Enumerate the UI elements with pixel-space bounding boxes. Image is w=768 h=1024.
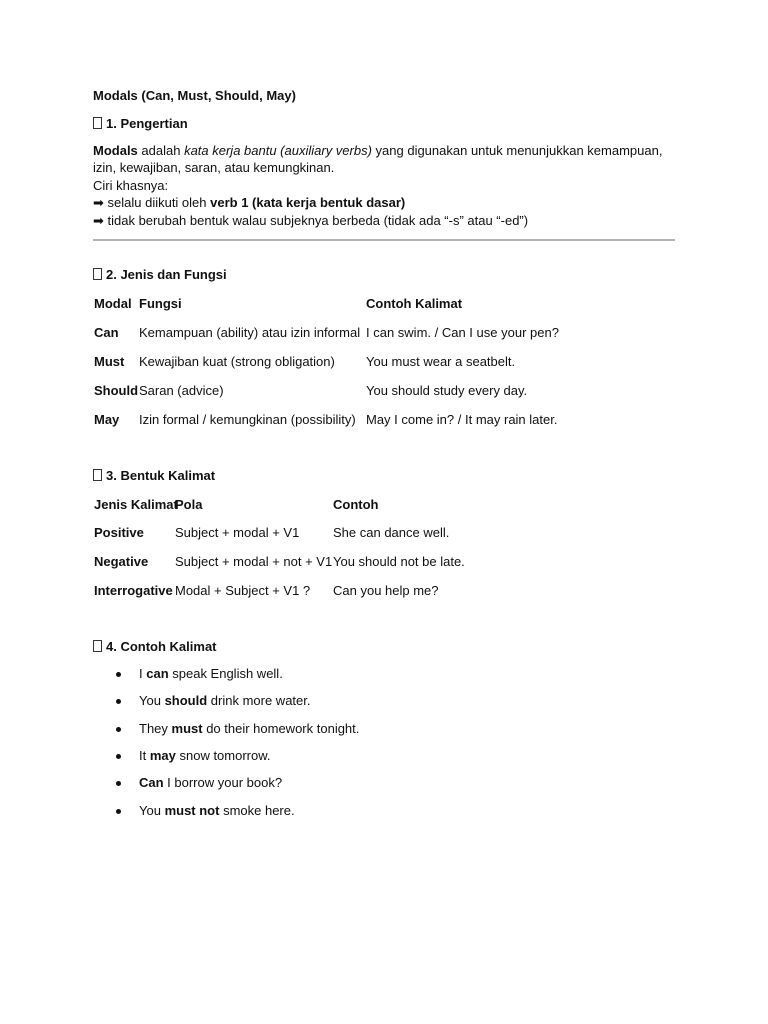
table-cell-example: May I come in? / It may rain later. <box>366 412 558 427</box>
table-cell-modal: Must <box>94 354 125 369</box>
table-cell-modal: Can <box>94 325 119 340</box>
list-item <box>139 721 359 737</box>
definition-term: Modals <box>93 143 138 158</box>
list-item-text: You <box>139 803 165 818</box>
features-label: Ciri khasnya: <box>93 178 169 193</box>
table-cell-example: Can you help me? <box>333 583 439 598</box>
section-1-heading <box>93 116 188 132</box>
table-cell-function: Saran (advice) <box>139 383 224 398</box>
table-cell-pattern: Subject + modal + V1 <box>175 525 300 540</box>
list-item-modal: should <box>164 693 208 708</box>
list-item <box>139 666 283 682</box>
table-cell-example: You must wear a seatbelt. <box>366 354 516 369</box>
section-3-heading-text: 3. Bentuk Kalimat <box>106 468 216 483</box>
section-1-heading-text: 1. Pengertian <box>106 116 188 131</box>
feature-1-text: ➡ selalu diikuti oleh <box>93 195 211 210</box>
checkbox-icon <box>93 268 102 280</box>
table-cell-function: Izin formal / kemungkinan (possibility) <box>139 412 356 427</box>
table-header-cell: Jenis Kalimat <box>94 497 178 512</box>
list-item-text: It <box>139 748 150 763</box>
list-item <box>139 803 295 819</box>
section-2-heading <box>93 267 227 283</box>
feature-1-bold: verb 1 (kata kerja bentuk dasar) <box>210 195 406 210</box>
list-item-text: drink more water. <box>207 693 311 708</box>
section-3-heading <box>93 468 215 484</box>
document-title: Modals (Can, Must, Should, May) <box>93 88 296 103</box>
table-cell-modal: Should <box>94 383 139 398</box>
list-item-text: I <box>139 666 147 681</box>
definition-italic: kata kerja bantu (auxiliary verbs) <box>184 143 372 158</box>
bullet-icon <box>116 727 121 732</box>
bullet-icon <box>116 699 121 704</box>
list-item <box>139 693 311 709</box>
bullet-icon <box>116 781 121 786</box>
list-item-modal: must not <box>164 803 220 818</box>
table-cell-type: Interrogative <box>94 583 173 598</box>
definition-rest: yang digunakan untuk menunjukkan kemampuan, <box>371 143 663 158</box>
section-4-heading <box>93 639 217 655</box>
feature-2: ➡ tidak berubah bentuk walau subjeknya berbeda (tidak ada “-s” atau “-ed”) <box>93 213 529 228</box>
table-cell-type: Negative <box>94 554 149 569</box>
table-cell-pattern: Modal + Subject + V1 ? <box>175 583 311 598</box>
list-item-text: You <box>139 693 165 708</box>
feature-1 <box>93 195 405 211</box>
list-item <box>139 775 282 791</box>
table-cell-pattern: Subject + modal + not + V1 <box>175 554 333 569</box>
table-header-cell: Fungsi <box>139 296 182 311</box>
table-cell-modal: May <box>94 412 120 427</box>
list-item-text: They <box>139 721 172 736</box>
table-header-cell: Contoh <box>333 497 379 512</box>
table-cell-example: I can swim. / Can I use your pen? <box>366 325 559 340</box>
section-4-heading-text: 4. Contoh Kalimat <box>106 639 217 654</box>
bullet-icon <box>116 754 121 759</box>
table-cell-example: You should study every day. <box>366 383 528 398</box>
bullet-icon <box>116 809 121 814</box>
table-header-cell: Pola <box>175 497 203 512</box>
list-item-text: smoke here. <box>219 803 295 818</box>
list-item-modal: Can <box>139 775 164 790</box>
table-cell-example: You should not be late. <box>333 554 465 569</box>
horizontal-rule <box>93 239 675 241</box>
definition-line-2: izin, kewajiban, saran, atau kemungkinan. <box>93 160 335 175</box>
bullet-icon <box>116 672 121 677</box>
table-cell-function: Kemampuan (ability) atau izin informal <box>139 325 361 340</box>
table-cell-example: She can dance well. <box>333 525 450 540</box>
checkbox-icon <box>93 117 102 129</box>
section-2-heading-text: 2. Jenis dan Fungsi <box>106 267 227 282</box>
definition-mid: adalah <box>137 143 185 158</box>
list-item-modal: must <box>171 721 203 736</box>
table-cell-type: Positive <box>94 525 144 540</box>
list-item-text: do their homework tonight. <box>202 721 360 736</box>
list-item-text: snow tomorrow. <box>175 748 271 763</box>
checkbox-icon <box>93 640 102 652</box>
list-item-text: speak English well. <box>168 666 283 681</box>
table-cell-function: Kewajiban kuat (strong obligation) <box>139 354 335 369</box>
checkbox-icon <box>93 469 102 481</box>
list-item-text: I borrow your book? <box>163 775 283 790</box>
table-header-cell: Modal <box>94 296 132 311</box>
table-header-cell: Contoh Kalimat <box>366 296 463 311</box>
list-item <box>139 748 271 764</box>
list-item-modal: may <box>149 748 176 763</box>
list-item-modal: can <box>146 666 169 681</box>
definition-line-1 <box>93 143 662 159</box>
